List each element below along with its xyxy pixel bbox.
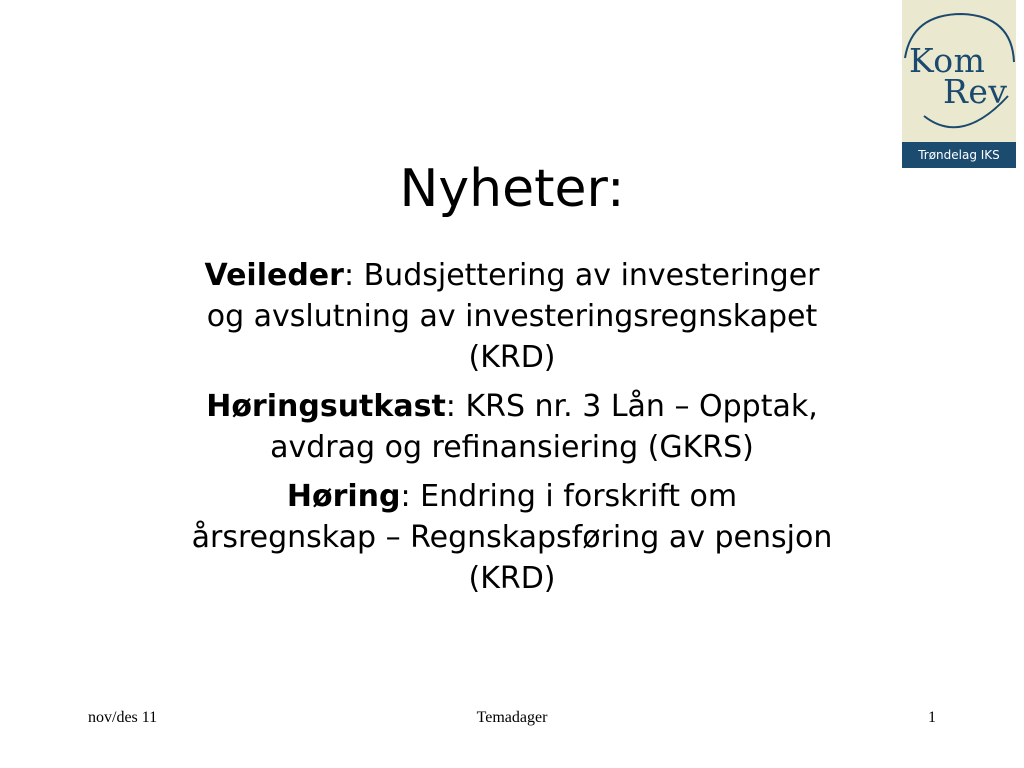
- footer-title: Temadager: [476, 709, 548, 726]
- news-item: [190, 476, 834, 599]
- news-item: [190, 255, 834, 378]
- logo-text-rev: Rev: [943, 72, 1008, 111]
- footer-date: nov/des 11: [88, 709, 158, 726]
- news-item-text: : Budsjettering av investeringer og avslutning av investeringsregnskapet (KRD): [206, 258, 820, 375]
- news-list: [190, 255, 834, 607]
- news-item-text: : KRS nr. 3 Lån – Opptak, avdrag og refinansiering (GKRS): [270, 389, 818, 465]
- logo-text-kom: Kom: [909, 41, 986, 80]
- komrev-logo: [902, 0, 1016, 168]
- news-item-label: Høringsutkast: [206, 389, 446, 424]
- footer-page-number: 1: [928, 709, 936, 726]
- slide-title: Nyheter:: [399, 159, 625, 219]
- news-item-label: Høring: [286, 479, 401, 514]
- logo-band-text: Trøndelag IKS: [902, 142, 1016, 168]
- news-item: [190, 386, 834, 468]
- news-item-label: Veileder: [204, 258, 344, 293]
- news-item-text: : Endring i forskrift om årsregnskap – Regnskapsføring av pensjon (KRD): [191, 479, 833, 596]
